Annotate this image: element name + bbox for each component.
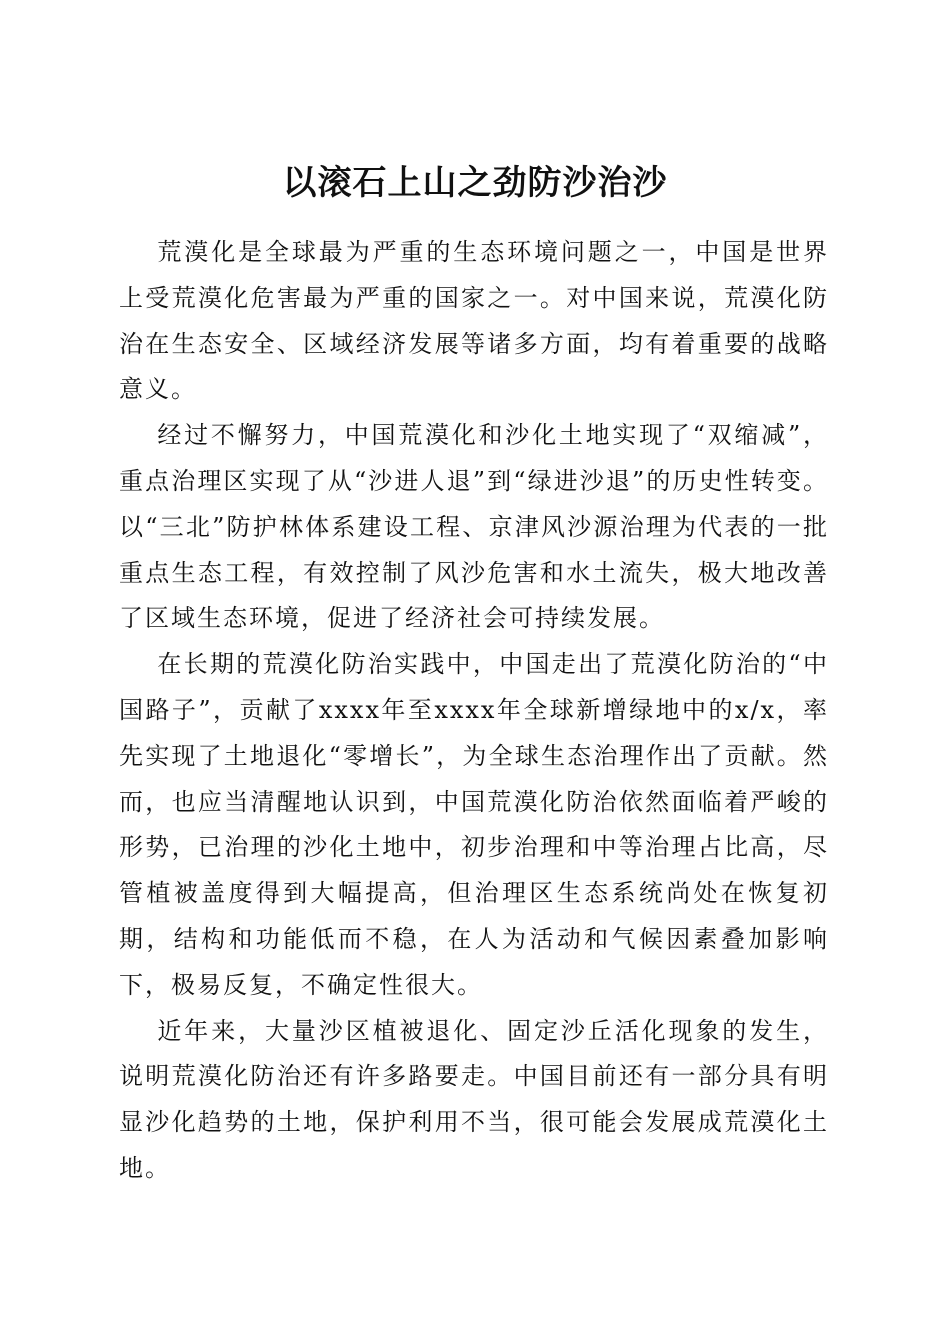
paragraph-2: 经过不懈努力，中国荒漠化和沙化土地实现了“双缩减”，重点治理区实现了从“沙进人退”到“绿进沙退”的历史性转变。以“三北”防护林体系建设工程、京津风沙源治理为代表的一批重点生态工程，有效控制了风沙危害和水土流失，极大地改善了区域生态环境，促进了经济社会可持续发展。: [119, 421, 829, 633]
document-body: [119, 230, 829, 1192]
page-title: 以滚石上山之劲防沙治沙: [282, 162, 668, 203]
paragraph-1: 荒漠化是全球最为严重的生态环境问题之一，中国是世界上受荒漠化危害最为严重的国家之一。对中国来说，荒漠化防治在生态安全、区域经济发展等诸多方面，均有着重要的战略意义。: [119, 238, 829, 404]
paragraph-3: 在长期的荒漠化防治实践中，中国走出了荒漠化防治的“中国路子”，贡献了xxxx年至xxxx年全球新增绿地中的x/x，率先实现了土地退化“零增长”，为全球生态治理作出了贡献。然而，也应当清醒地认识到，中国荒漠化防治依然面临着严峻的形势，已治理的沙化土地中，初步治理和中等治理占比高，尽管植被盖度得到大幅提高，但治理区生态系统尚处在恢复初期，结构和功能低而不稳，在人为活动和气候因素叠加影响下，极易反复，不确定性很大。: [119, 650, 829, 999]
paragraph-4: 近年来，大量沙区植被退化、固定沙丘活化现象的发生，说明荒漠化防治还有许多路要走。中国目前还有一部分具有明显沙化趋势的土地，保护利用不当，很可能会发展成荒漠化土地。: [119, 1016, 829, 1182]
